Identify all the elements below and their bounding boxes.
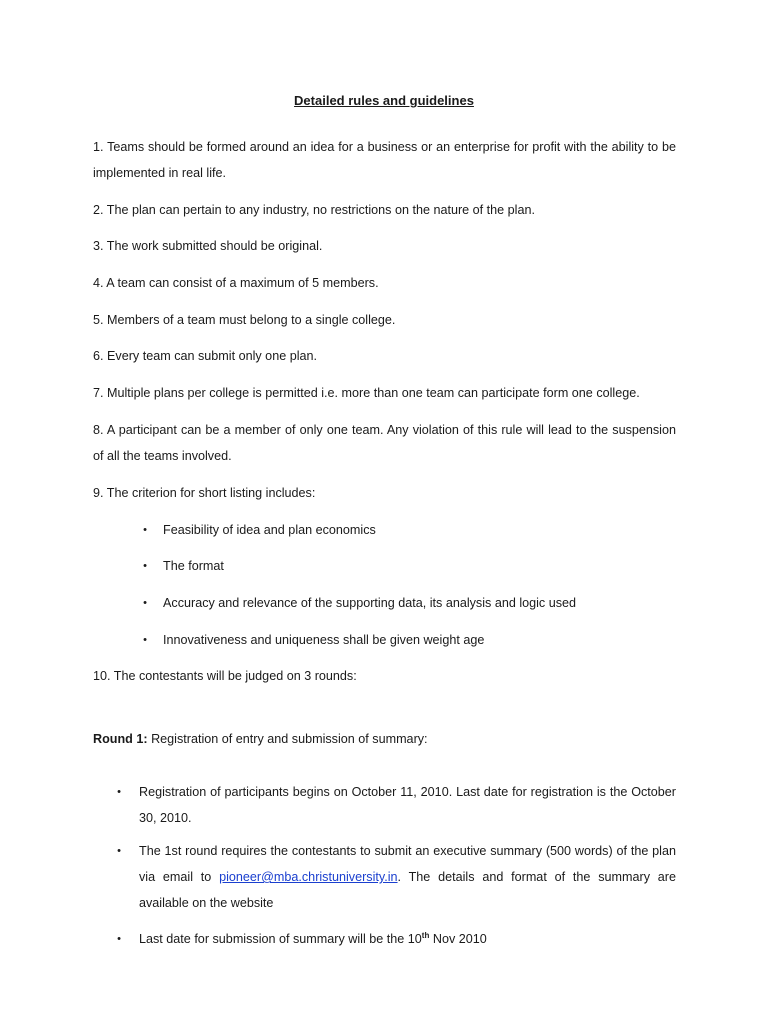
email-link[interactable]: pioneer@mba.christuniversity.in (219, 870, 398, 884)
bullet-icon: • (117, 786, 121, 798)
bullet-icon: • (143, 634, 147, 646)
rule-3: 3. The work submitted should be original. (93, 239, 323, 253)
rule-9: 9. The criterion for short listing includes: (93, 486, 316, 500)
round1-item-text: Registration of participants begins on October 11, 2010. Last date for registration is the October 30, 2010. (139, 785, 676, 825)
criteria-text: Feasibility of idea and plan economics (163, 523, 376, 537)
bullet-icon: • (143, 597, 147, 609)
criteria-text: Innovativeness and uniqueness shall be given weight age (163, 633, 485, 647)
document-title: Detailed rules and guidelines (294, 93, 474, 108)
criteria-text: Accuracy and relevance of the supporting data, its analysis and logic used (163, 596, 577, 610)
rule-4: 4. A team can consist of a maximum of 5 members. (93, 276, 379, 290)
rule-10: 10. The contestants will be judged on 3 rounds: (93, 669, 357, 683)
round1-item2-before: The 1st round requires the contestants to submit an executive summary (500 words) of the plan via email to (139, 844, 676, 884)
round1-item-text (139, 926, 676, 952)
round1-item3-after: Nov 2010 (429, 932, 487, 946)
criteria-text: The format (163, 559, 224, 573)
bullet-icon: • (143, 560, 147, 572)
rule-5: 5. Members of a team must belong to a single college. (93, 313, 396, 327)
rule-8: 8. A participant can be a member of only one team. Any violation of this rule will lead to the suspension of all the teams involved. (93, 423, 676, 463)
rule-7: 7. Multiple plans per college is permitted i.e. more than one team can participate form one college. (93, 386, 640, 400)
round1-heading (93, 726, 676, 752)
round1-text: Registration of entry and submission of summary: (147, 732, 428, 746)
round1-item2-after: . The details and format of the summary are available on the website (139, 870, 676, 910)
bullet-icon: • (117, 845, 121, 857)
bullet-icon: • (117, 933, 121, 945)
round1-item3-before: Last date for submission of summary will be the 10 (139, 932, 422, 946)
rule-2: 2. The plan can pertain to any industry, no restrictions on the nature of the plan. (93, 203, 535, 217)
bullet-icon: • (143, 524, 147, 536)
rule-6: 6. Every team can submit only one plan. (93, 349, 318, 363)
ordinal-suffix: th (421, 931, 430, 940)
round1-label: Round 1: (93, 732, 148, 746)
round1-item-text (139, 838, 676, 916)
rule-1: 1. Teams should be formed around an idea for a business or an enterprise for profit with the ability to be implemented in real life. (93, 140, 676, 180)
